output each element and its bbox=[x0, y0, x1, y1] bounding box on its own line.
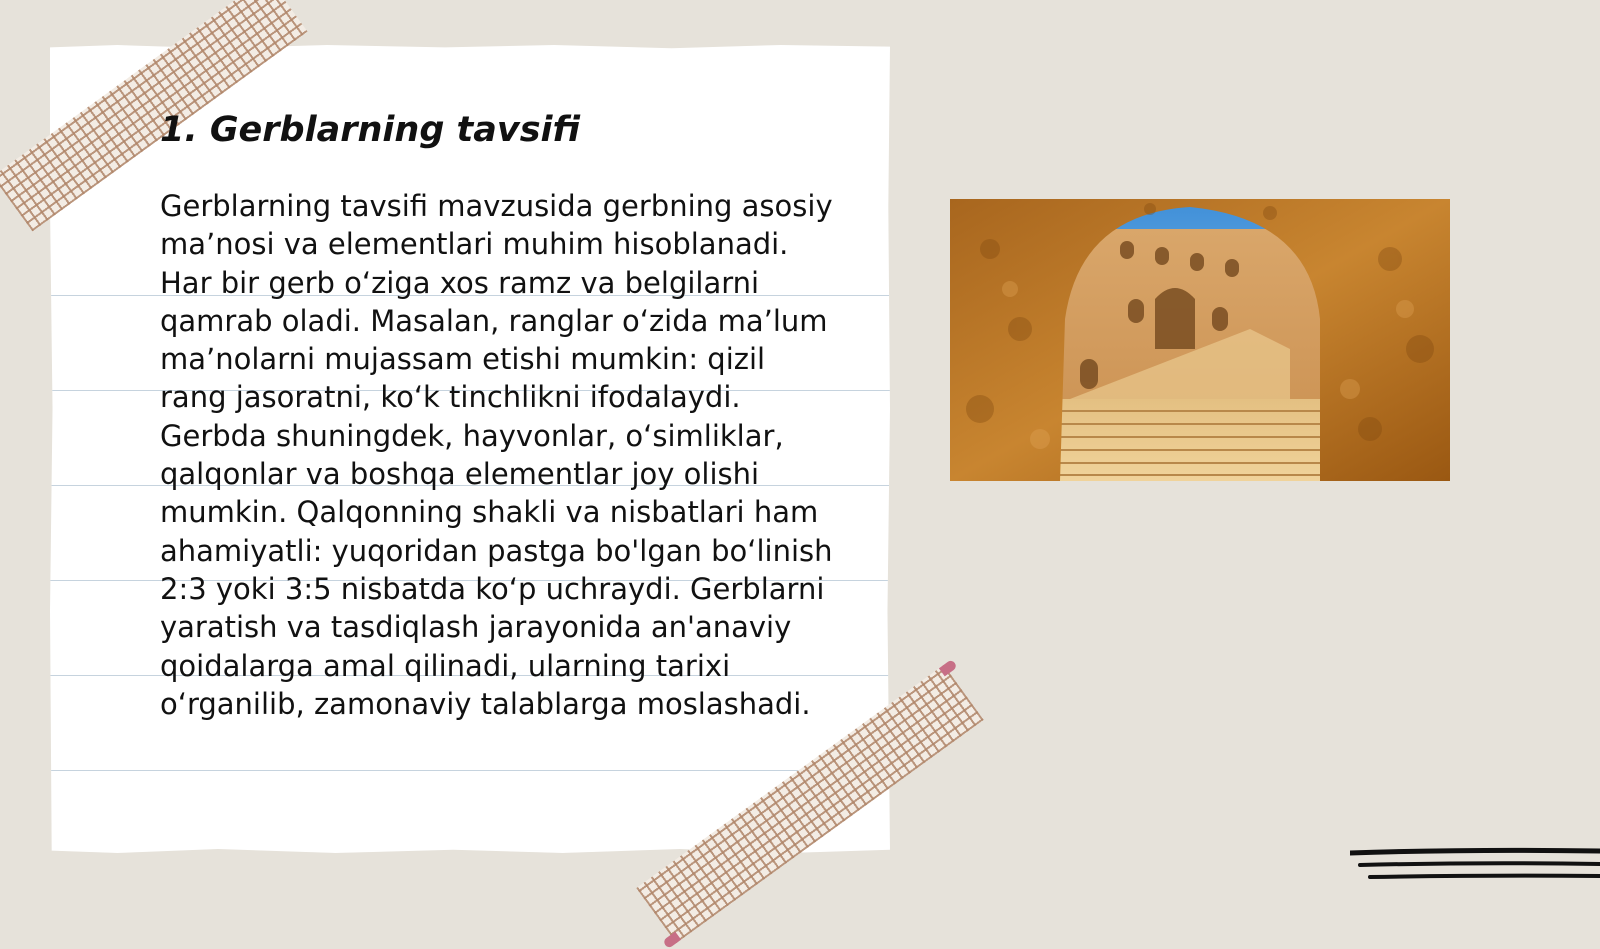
tape-tip bbox=[662, 932, 681, 949]
stone-archway-staircase-photo bbox=[950, 199, 1450, 481]
slide-title: 1. Gerblarning tavsifi bbox=[160, 110, 581, 150]
ruled-line bbox=[50, 770, 890, 771]
tape-tip bbox=[939, 659, 958, 676]
slide-body-text: Gerblarning tavsifi mavzusida gerbning asosiy ma’nosi va elementlari muhim hisoblanadi. Har bir gerb o‘ziga xos ramz va belgilarni qamrab oladi. Masalan, ranglar o‘zida ma’lum ma’nolarni mujassam etishi mumkin: qizil rang jasoratni, ko‘k tinchlikni ifodalaydi. Gerbda shuningdek, hayvonlar, o‘simliklar, qalqonlar va boshqa elementlar joy olishi mumkin. Qalqonning shakli va nisbatlari ham ahamiyatli: yuqoridan pastga bo'lgan bo‘linish 2:3 yoki 3:5 nisbatda ko‘p uchraydi. Gerblarni yaratish va tasdiqlash jarayonida an'anaviy qoidalarga amal qilinadi, ularning tarixi o‘rganilib, zamonaviy talablarga moslashadi. bbox=[160, 189, 833, 721]
decorative-lines bbox=[1350, 845, 1600, 890]
